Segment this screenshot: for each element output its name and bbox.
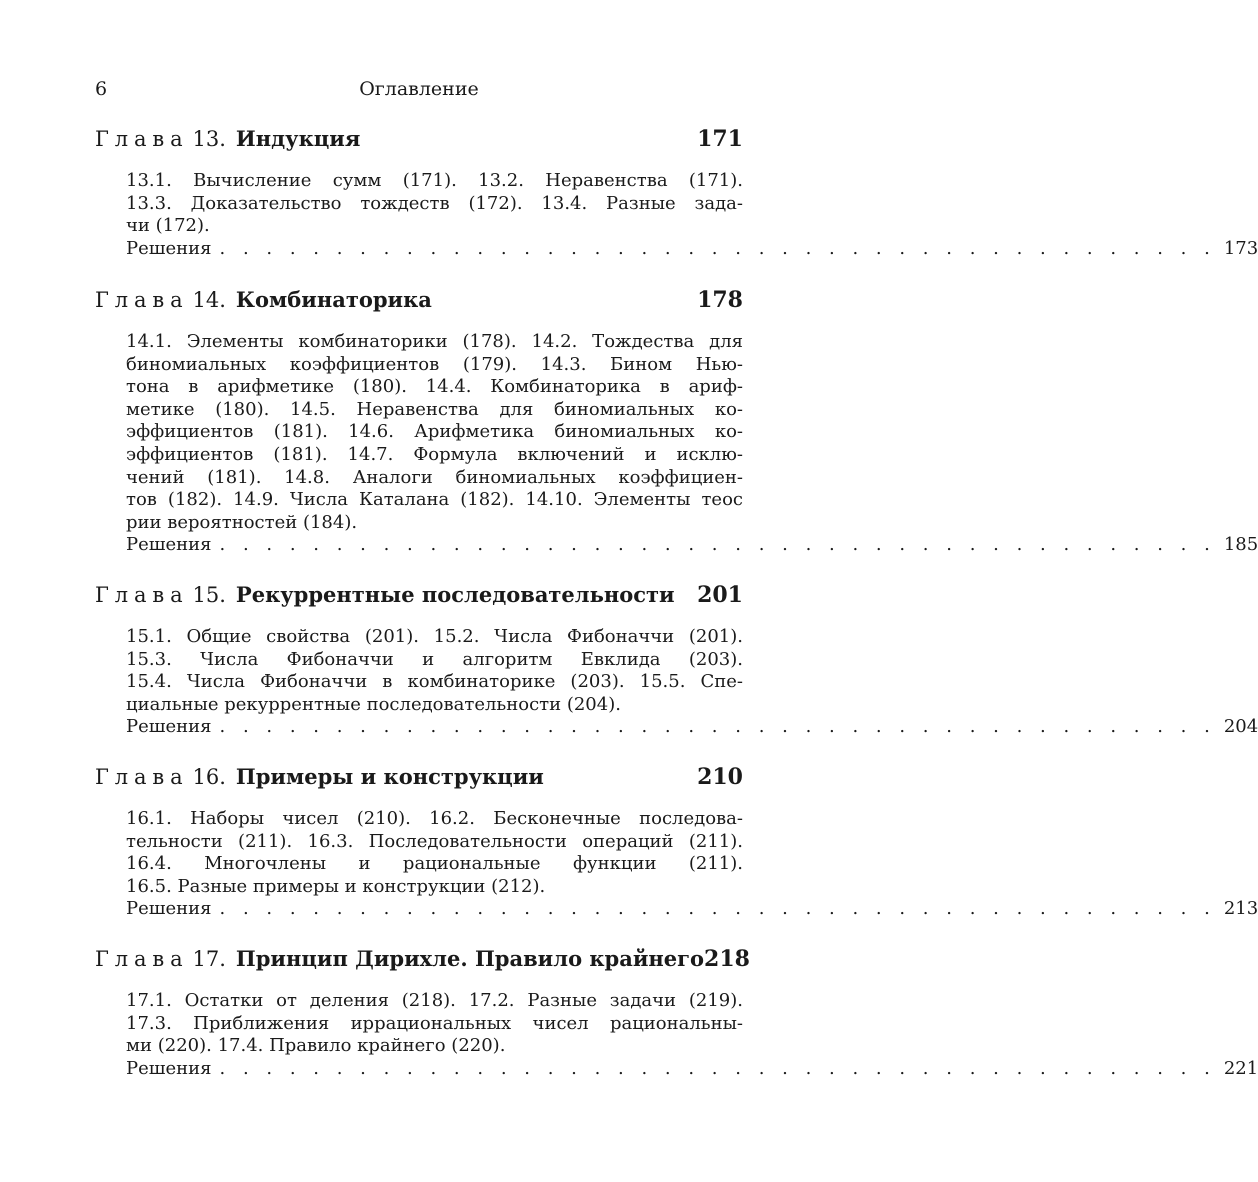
chapter-heading bbox=[95, 764, 743, 794]
chapter-word: Глава bbox=[95, 583, 189, 607]
chapter-sections bbox=[126, 626, 1258, 739]
chapter-title[interactable]: Рекуррентные последовательности bbox=[235, 582, 675, 607]
chapter-title[interactable]: Индукция bbox=[235, 126, 361, 151]
leader-dots: . . . . . . . . . . . . . . . . . . . . . . . . . . . . . . . . . . . . . . . . . . . bbox=[219, 898, 1216, 920]
section-line[interactable]: эффициентов (181). 14.7. Формула включений и исклю- bbox=[126, 443, 743, 465]
chapter-heading bbox=[95, 582, 743, 612]
section-line[interactable]: метике (180). 14.5. Неравенства для биномиальных ко- bbox=[126, 398, 743, 420]
chapter-sections bbox=[126, 990, 1258, 1080]
chapter-title[interactable]: Принцип Дирихле. Правило крайнего bbox=[235, 946, 705, 971]
chapter-word: Глава bbox=[95, 765, 189, 789]
chapter-16 bbox=[95, 764, 1258, 921]
chapter-number: 14. bbox=[192, 288, 226, 312]
solutions-page: 173 bbox=[1223, 237, 1258, 259]
section-line[interactable]: 14.1. Элементы комбинаторики (178). 14.2. Тождества для bbox=[126, 331, 743, 352]
section-line[interactable]: циальные рекуррентные последовательности (204). bbox=[126, 693, 621, 715]
section-line[interactable]: ми (220). 17.4. Правило крайнего (220). bbox=[126, 1035, 506, 1057]
chapter-13 bbox=[95, 126, 1258, 260]
chapter-heading bbox=[95, 126, 743, 156]
chapter-number: 13. bbox=[192, 127, 226, 151]
solutions-page: 185 bbox=[1223, 534, 1258, 556]
chapter-17 bbox=[95, 946, 1258, 1080]
section-line[interactable]: 15.3. Числа Фибоначчи и алгоритм Евклида (203). bbox=[126, 648, 743, 670]
section-line[interactable]: 17.1. Остатки от деления (218). 17.2. Разные задачи (219). bbox=[126, 990, 743, 1011]
running-header bbox=[95, 78, 743, 102]
chapter-number: 17. bbox=[192, 947, 226, 971]
chapter-number: 16. bbox=[192, 765, 226, 789]
section-line[interactable]: эффициентов (181). 14.6. Арифметика биномиальных ко- bbox=[126, 421, 743, 443]
leader-dots: . . . . . . . . . . . . . . . . . . . . . . . . . . . . . . . . . . . . . . . . . . . bbox=[219, 716, 1216, 738]
section-line[interactable]: 15.1. Общие свойства (201). 15.2. Числа Фибоначчи (201). bbox=[126, 626, 743, 647]
section-line[interactable]: тельности (211). 16.3. Последовательности операций (211). bbox=[126, 830, 743, 852]
section-line[interactable]: 16.4. Многочлены и рациональные функции (211). bbox=[126, 853, 743, 875]
section-line[interactable]: чи (172). bbox=[126, 215, 210, 237]
solutions-page: 221 bbox=[1223, 1057, 1258, 1079]
section-line[interactable]: 16.5. Разные примеры и конструкции (212). bbox=[126, 875, 546, 897]
section-line[interactable]: биномиальных коэффициентов (179). 14.3. Бином Нью- bbox=[126, 353, 743, 375]
section-line[interactable]: чений (181). 14.8. Аналоги биномиальных коэффициен- bbox=[126, 466, 743, 488]
solutions-entry[interactable] bbox=[126, 534, 1258, 557]
section-line[interactable]: тов (182). 14.9. Числа Каталана (182). 14.10. Элементы теос bbox=[126, 489, 743, 511]
solutions-entry[interactable] bbox=[126, 898, 1258, 921]
chapter-word: Глава bbox=[95, 127, 189, 151]
section-line[interactable]: рии вероятностей (184). bbox=[126, 511, 358, 533]
section-line[interactable]: 13.3. Доказательство тождеств (172). 13.4. Разные зада- bbox=[126, 192, 743, 214]
section-line[interactable]: 16.1. Наборы чисел (210). 16.2. Бесконечные последова- bbox=[126, 808, 743, 829]
chapter-14 bbox=[95, 287, 1258, 557]
solutions-entry[interactable] bbox=[126, 1057, 1258, 1081]
page-number: 6 bbox=[95, 78, 108, 100]
chapter-page[interactable]: 210 bbox=[697, 764, 743, 790]
running-title: Оглавление bbox=[359, 78, 479, 100]
section-line[interactable]: 15.4. Числа Фибоначчи в комбинаторике (203). 15.5. Спе- bbox=[126, 671, 743, 693]
solutions-label: Решения bbox=[126, 898, 212, 920]
chapter-sections bbox=[126, 331, 1258, 557]
chapter-sections bbox=[126, 808, 1258, 921]
chapter-heading bbox=[95, 946, 750, 976]
solutions-label: Решения bbox=[126, 534, 212, 556]
solutions-label: Решения bbox=[126, 237, 212, 259]
solutions-entry[interactable] bbox=[126, 716, 1258, 739]
solutions-page: 213 bbox=[1223, 898, 1258, 920]
solutions-page: 204 bbox=[1223, 716, 1258, 738]
solutions-entry[interactable] bbox=[126, 237, 1258, 261]
section-line[interactable]: тона в арифметике (180). 14.4. Комбинаторика в ариф- bbox=[126, 376, 743, 398]
chapter-page[interactable]: 218 bbox=[704, 946, 750, 972]
solutions-label: Решения bbox=[126, 716, 212, 738]
section-line[interactable]: 17.3. Приближения иррациональных чисел рациональны- bbox=[126, 1012, 743, 1034]
chapter-page[interactable]: 201 bbox=[697, 582, 743, 608]
chapter-word: Глава bbox=[95, 288, 189, 312]
leader-dots: . . . . . . . . . . . . . . . . . . . . . . . . . . . . . . . . . . . . . . . . . . . bbox=[219, 534, 1216, 556]
chapter-title[interactable]: Примеры и конструкции bbox=[235, 764, 544, 789]
chapter-sections bbox=[126, 170, 1258, 260]
chapter-heading bbox=[95, 287, 743, 317]
leader-dots: . . . . . . . . . . . . . . . . . . . . . . . . . . . . . . . . . . . . . . . . . . . bbox=[219, 1057, 1216, 1079]
chapter-word: Глава bbox=[95, 947, 189, 971]
chapter-number: 15. bbox=[192, 583, 226, 607]
leader-dots: . . . . . . . . . . . . . . . . . . . . . . . . . . . . . . . . . . . . . . . . . . . bbox=[219, 237, 1216, 259]
solutions-label: Решения bbox=[126, 1057, 212, 1079]
chapter-page[interactable]: 171 bbox=[697, 126, 743, 152]
section-line[interactable]: 13.1. Вычисление сумм (171). 13.2. Неравенства (171). bbox=[126, 170, 743, 191]
chapter-15 bbox=[95, 582, 1258, 739]
chapter-title[interactable]: Комбинаторика bbox=[235, 287, 432, 312]
chapter-page[interactable]: 178 bbox=[697, 287, 743, 313]
